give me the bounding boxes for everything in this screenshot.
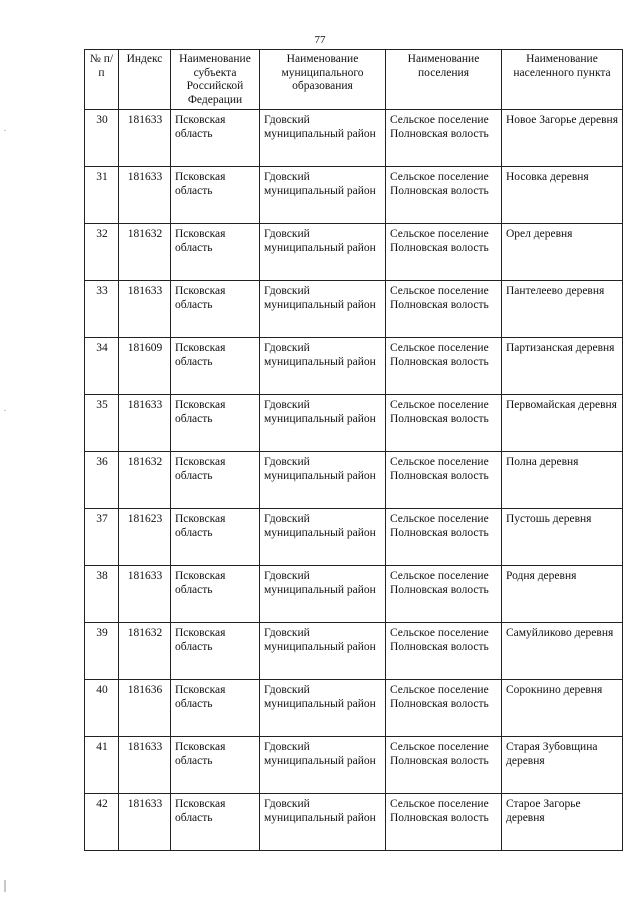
cell-settlement: Сельское поселение Полновская волость [386, 281, 502, 338]
cell-index: 181636 [119, 680, 171, 737]
cell-municipality: Гдовский муниципальный район [260, 167, 386, 224]
cell-index: 181632 [119, 224, 171, 281]
cell-municipality: Гдовский муниципальный район [260, 452, 386, 509]
header-row [85, 50, 623, 110]
cell-locality: Новое Загорье деревня [502, 110, 623, 167]
cell-number: 30 [85, 110, 119, 167]
cell-locality: Пантелеево деревня [502, 281, 623, 338]
cell-subject: Псковская область [171, 623, 260, 680]
cell-index: 181623 [119, 509, 171, 566]
cell-subject: Псковская область [171, 737, 260, 794]
cell-locality: Родня деревня [502, 566, 623, 623]
cell-locality: Пустошь деревня [502, 509, 623, 566]
table-row [85, 338, 623, 395]
cell-subject: Псковская область [171, 395, 260, 452]
cell-number: 31 [85, 167, 119, 224]
cell-locality: Старая Зубовщина деревня [502, 737, 623, 794]
cell-locality: Старое Загорье деревня [502, 794, 623, 851]
cell-settlement: Сельское поселение Полновская волость [386, 395, 502, 452]
cell-index: 181632 [119, 623, 171, 680]
scan-speck [4, 880, 6, 892]
cell-number: 40 [85, 680, 119, 737]
cell-locality: Полна деревня [502, 452, 623, 509]
cell-number: 37 [85, 509, 119, 566]
cell-index: 181633 [119, 110, 171, 167]
header-subject: Наименование субъекта Российской Федерации [171, 50, 260, 110]
cell-index: 181609 [119, 338, 171, 395]
cell-municipality: Гдовский муниципальный район [260, 281, 386, 338]
cell-settlement: Сельское поселение Полновская волость [386, 737, 502, 794]
cell-subject: Псковская область [171, 167, 260, 224]
cell-number: 38 [85, 566, 119, 623]
cell-subject: Псковская область [171, 224, 260, 281]
table-row [85, 224, 623, 281]
table-row [85, 452, 623, 509]
cell-settlement: Сельское поселение Полновская волость [386, 110, 502, 167]
table-row [85, 509, 623, 566]
cell-locality: Носовка деревня [502, 167, 623, 224]
scan-speck [4, 410, 6, 411]
cell-municipality: Гдовский муниципальный район [260, 794, 386, 851]
cell-subject: Псковская область [171, 794, 260, 851]
cell-subject: Псковская область [171, 680, 260, 737]
cell-settlement: Сельское поселение Полновская волость [386, 680, 502, 737]
cell-subject: Псковская область [171, 110, 260, 167]
table-header [85, 50, 623, 110]
cell-subject: Псковская область [171, 452, 260, 509]
cell-municipality: Гдовский муниципальный район [260, 395, 386, 452]
cell-subject: Псковская область [171, 509, 260, 566]
cell-settlement: Сельское поселение Полновская волость [386, 794, 502, 851]
header-municipality: Наименование муниципального образования [260, 50, 386, 110]
cell-municipality: Гдовский муниципальный район [260, 737, 386, 794]
settlements-table [84, 49, 623, 851]
cell-number: 42 [85, 794, 119, 851]
cell-locality: Первомайская деревня [502, 395, 623, 452]
cell-municipality: Гдовский муниципальный район [260, 566, 386, 623]
cell-index: 181633 [119, 737, 171, 794]
cell-locality: Партизанская деревня [502, 338, 623, 395]
cell-subject: Псковская область [171, 566, 260, 623]
cell-index: 181633 [119, 167, 171, 224]
cell-index: 181633 [119, 281, 171, 338]
header-settlement: Наименование поселения [386, 50, 502, 110]
cell-index: 181633 [119, 566, 171, 623]
cell-index: 181633 [119, 395, 171, 452]
table-row [85, 566, 623, 623]
cell-index: 181633 [119, 794, 171, 851]
cell-number: 39 [85, 623, 119, 680]
cell-settlement: Сельское поселение Полновская волость [386, 452, 502, 509]
table-row [85, 395, 623, 452]
cell-number: 32 [85, 224, 119, 281]
cell-number: 34 [85, 338, 119, 395]
header-number: № п/п [85, 50, 119, 110]
cell-municipality: Гдовский муниципальный район [260, 509, 386, 566]
cell-subject: Псковская область [171, 338, 260, 395]
cell-subject: Псковская область [171, 281, 260, 338]
cell-municipality: Гдовский муниципальный район [260, 338, 386, 395]
table-body [85, 110, 623, 851]
cell-municipality: Гдовский муниципальный район [260, 623, 386, 680]
cell-number: 33 [85, 281, 119, 338]
cell-settlement: Сельское поселение Полновская волость [386, 167, 502, 224]
table-row [85, 794, 623, 851]
cell-settlement: Сельское поселение Полновская волость [386, 566, 502, 623]
cell-locality: Сорокнино деревня [502, 680, 623, 737]
cell-locality: Орел деревня [502, 224, 623, 281]
table-row [85, 167, 623, 224]
table-row [85, 623, 623, 680]
header-index: Индекс [119, 50, 171, 110]
table-row [85, 110, 623, 167]
page-number: 77 [314, 34, 326, 46]
cell-number: 35 [85, 395, 119, 452]
cell-number: 36 [85, 452, 119, 509]
cell-settlement: Сельское поселение Полновская волость [386, 224, 502, 281]
cell-municipality: Гдовский муниципальный район [260, 224, 386, 281]
cell-locality: Самуйликово деревня [502, 623, 623, 680]
cell-municipality: Гдовский муниципальный район [260, 680, 386, 737]
table-row [85, 737, 623, 794]
header-locality: Наименование населенного пункта [502, 50, 623, 110]
scan-speck [4, 130, 6, 131]
cell-settlement: Сельское поселение Полновская волость [386, 338, 502, 395]
cell-settlement: Сельское поселение Полновская волость [386, 623, 502, 680]
cell-index: 181632 [119, 452, 171, 509]
cell-number: 41 [85, 737, 119, 794]
table-row [85, 680, 623, 737]
cell-municipality: Гдовский муниципальный район [260, 110, 386, 167]
cell-settlement: Сельское поселение Полновская волость [386, 509, 502, 566]
table-row [85, 281, 623, 338]
